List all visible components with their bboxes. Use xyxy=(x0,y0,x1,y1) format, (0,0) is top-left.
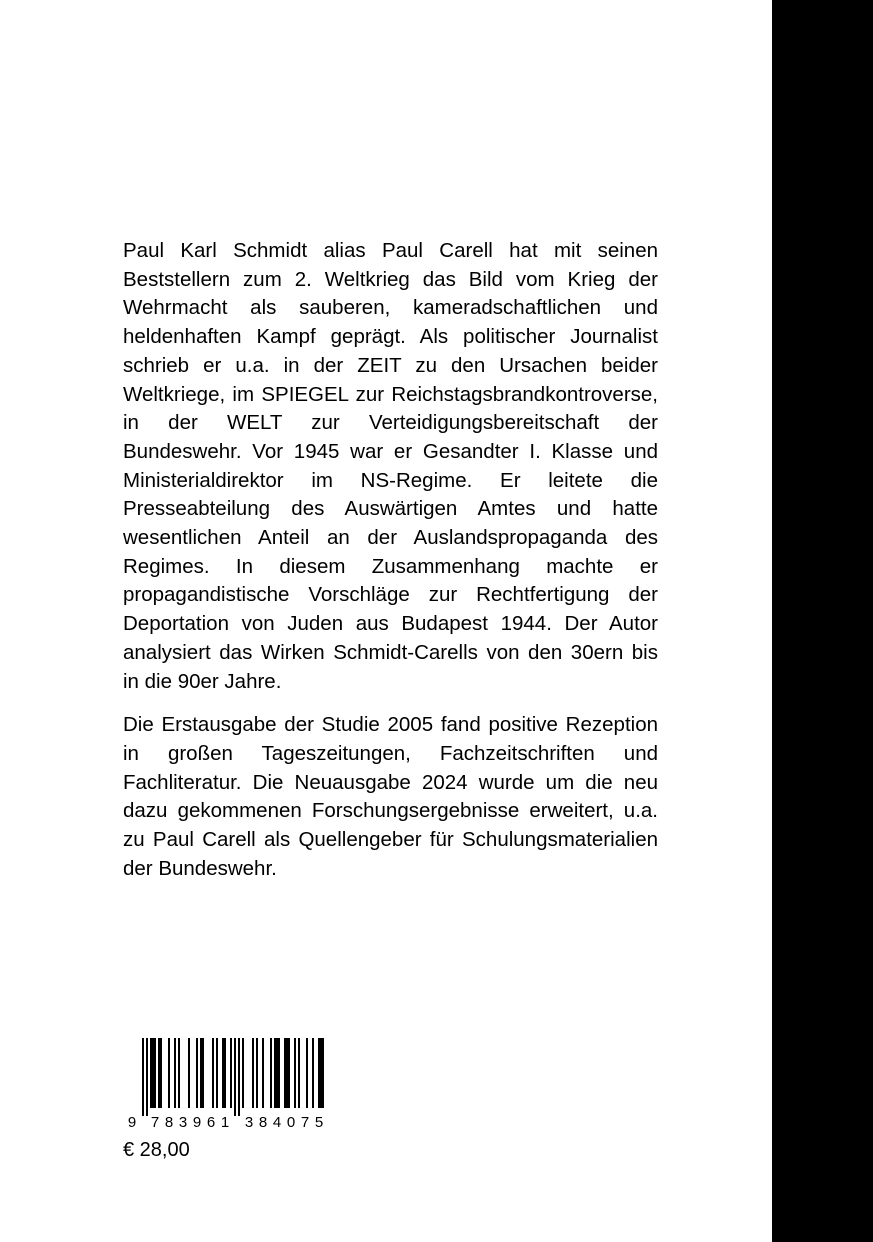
barcode-bar xyxy=(238,1038,240,1116)
barcode-bar xyxy=(230,1038,232,1108)
barcode-bar xyxy=(262,1038,264,1108)
barcode-bar xyxy=(188,1038,190,1108)
barcode-bar xyxy=(252,1038,254,1108)
barcode-bar xyxy=(318,1038,324,1108)
barcode-bar xyxy=(158,1038,162,1108)
barcode-bar xyxy=(150,1038,156,1108)
barcode-digit: 9 xyxy=(127,1114,137,1131)
isbn-barcode xyxy=(126,1038,326,1133)
barcode-digit: 1 xyxy=(220,1114,230,1131)
barcode-digit: 8 xyxy=(258,1114,268,1131)
barcode-bar xyxy=(256,1038,258,1108)
barcode-digit: 7 xyxy=(150,1114,160,1131)
barcode-digit: 4 xyxy=(272,1114,282,1131)
barcode-digit: 9 xyxy=(192,1114,202,1131)
barcode-digit: 0 xyxy=(286,1114,296,1131)
barcode-bar xyxy=(178,1038,180,1108)
barcode-bar xyxy=(270,1038,272,1108)
barcode-bar xyxy=(200,1038,204,1108)
blurb-paragraph-2: Die Erstausgabe der Studie 2005 fand positive Rezeption in großen Tageszeitungen, Fachzeitschriften und Fachliteratur. Die Neuausgabe 2024 wurde um die neu dazu gekommenen Forschungsergebnisse erweitert, u.a. zu Paul Carell als Quellengeber für Schulungsmaterialien der Bundeswehr. xyxy=(123,713,658,880)
barcode-bar xyxy=(234,1038,236,1116)
barcode-digit: 7 xyxy=(300,1114,310,1131)
barcode-bar xyxy=(146,1038,148,1116)
barcode-bar xyxy=(142,1038,144,1116)
barcode-digit: 6 xyxy=(206,1114,216,1131)
barcode-bar xyxy=(298,1038,300,1108)
blurb-text xyxy=(123,237,658,883)
blurb-paragraph-1: Paul Karl Schmidt alias Paul Carell hat mit seinen Beststellern zum 2. Weltkrieg das Bild vom Krieg der Wehrmacht als sauberen, kameradschaftlichen und heldenhaften Kampf geprägt. Als politischer Journalist schrieb er u.a. in der ZEIT zu den Ursachen beider Weltkriege, im SPIEGEL zur Reichstagsbrandkontroverse, in der WELT zur Verteidigungsbereitschaft der Bundeswehr. Vor 1945 war er Gesandter I. Klasse und Ministerialdirektor im NS-Regime. Er leitete die Presseabteilung des Auswärtigen Amtes und hatte wesentlichen Anteil an der Auslandspropaganda des Regimes. In diesem Zusammenhang machte er propagandistische Vorschläge zur Rechtfertigung der Deportation von Juden aus Budapest 1944. Der Autor analysiert das Wirken Schmidt-Carells von den 30ern bis in die 90er Jahre. xyxy=(123,239,658,693)
barcode-bar xyxy=(284,1038,290,1108)
barcode-bar xyxy=(306,1038,308,1108)
barcode-bar xyxy=(196,1038,198,1108)
price-label: € 28,00 xyxy=(123,1139,190,1161)
barcode-bar xyxy=(274,1038,280,1108)
barcode-digit: 3 xyxy=(244,1114,254,1131)
barcode-digit: 8 xyxy=(164,1114,174,1131)
barcode-bar xyxy=(242,1038,244,1108)
barcode-bar xyxy=(222,1038,226,1108)
book-spine xyxy=(772,0,873,1242)
barcode-bar xyxy=(216,1038,218,1108)
barcode-digit: 5 xyxy=(314,1114,324,1131)
barcode-bar xyxy=(294,1038,296,1108)
barcode-digit: 3 xyxy=(178,1114,188,1131)
barcode-bar xyxy=(212,1038,214,1108)
barcode-bar xyxy=(168,1038,170,1108)
barcode-bar xyxy=(312,1038,314,1108)
barcode-bar xyxy=(174,1038,176,1108)
